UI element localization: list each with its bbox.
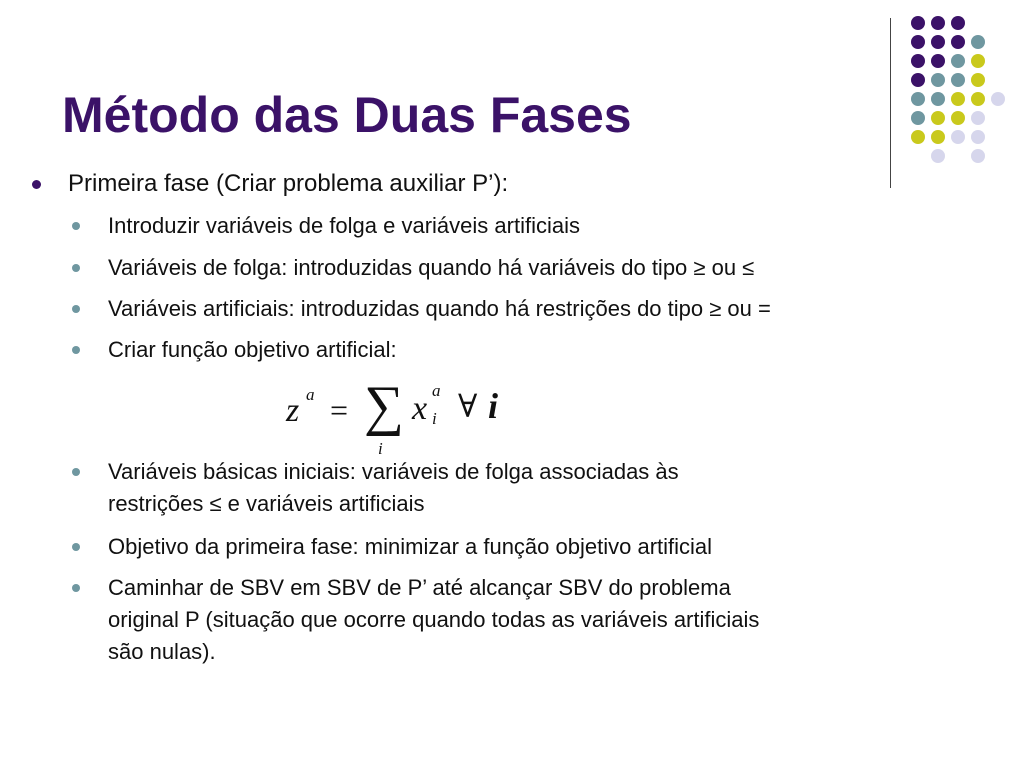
decorative-dot [911,54,925,68]
decorative-dot [971,92,985,106]
bullet-dot-icon [72,346,80,354]
decorative-dot [931,149,945,163]
decorative-dot [951,73,965,87]
decorative-dot [971,54,985,68]
decorative-dot [971,111,985,125]
formula-x-subscript: i [432,409,437,428]
decorative-dot [911,130,925,144]
slide-title: Método das Duas Fases [62,87,632,143]
decorative-dot [951,16,965,30]
decorative-dot [931,130,945,144]
list-item-text: Introduzir variáveis de folga e variáveis artificiais [108,213,580,238]
bullet-dot-icon [72,584,80,592]
formula-z: z [286,392,300,429]
list-item-text: Objetivo da primeira fase: minimizar a função objetivo artificial [108,534,713,559]
formula-sum-index: i [378,439,383,458]
formula-forall-variable: i [488,386,499,426]
list-item-text: Variáveis de folga: introduzidas quando há variáveis do tipo ≥ ou ≤ [108,255,755,280]
summation-icon: ∑ [364,375,404,437]
list-item-text: Criar função objetivo artificial: [108,337,397,362]
bullet-dot-icon [72,222,80,230]
list-item-text [108,572,759,668]
decorative-dot [911,111,925,125]
decorative-dot [911,73,925,87]
decorative-dot [991,92,1005,106]
bullet-dot-icon [72,468,80,476]
decorative-dot [951,92,965,106]
list-item-text [108,456,679,520]
decorative-dot [951,111,965,125]
primary-bullet-text: Primeira fase (Criar problema auxiliar P’): [68,170,509,197]
list-item-text: Variáveis artificiais: introduzidas quando há restrições do tipo ≥ ou = [108,296,771,321]
decorative-dot [951,130,965,144]
bullet-dot-icon [72,543,80,551]
decorative-dot [931,111,945,125]
decorative-dot [911,16,925,30]
decorative-dot [971,35,985,49]
decorative-dot [951,54,965,68]
list-item-line: restrições ≤ e variáveis artificiais [108,491,425,516]
formula-x: x [412,390,428,427]
decorative-dot [911,92,925,106]
decorative-dot [931,92,945,106]
decorative-dot [971,73,985,87]
list-item-line: são nulas). [108,639,216,664]
decorative-dot [931,54,945,68]
decorative-dot [931,73,945,87]
formula-equals: = [330,392,349,428]
decorative-dot [951,35,965,49]
list-item-line: original P (situação que ocorre quando todas as variáveis artificiais [108,607,760,632]
decorative-dot [931,35,945,49]
formula-x-superscript: a [432,381,441,400]
list-item-line: Caminhar de SBV em SBV de P’ até alcançar SBV do problema [108,575,731,600]
bullet-dot-icon [72,264,80,272]
decorative-dot [971,130,985,144]
decorative-dot [971,149,985,163]
forall-icon: ∀ [458,388,478,424]
decorative-dot [911,35,925,49]
decorative-dot [931,16,945,30]
formula-z-superscript: a [306,385,315,404]
list-item-line: Variáveis básicas iniciais: variáveis de folga associadas às [108,459,679,484]
artificial-objective-formula [278,372,518,462]
decorative-divider [890,18,891,188]
bullet-dot-icon [32,180,41,189]
bullet-dot-icon [72,305,80,313]
